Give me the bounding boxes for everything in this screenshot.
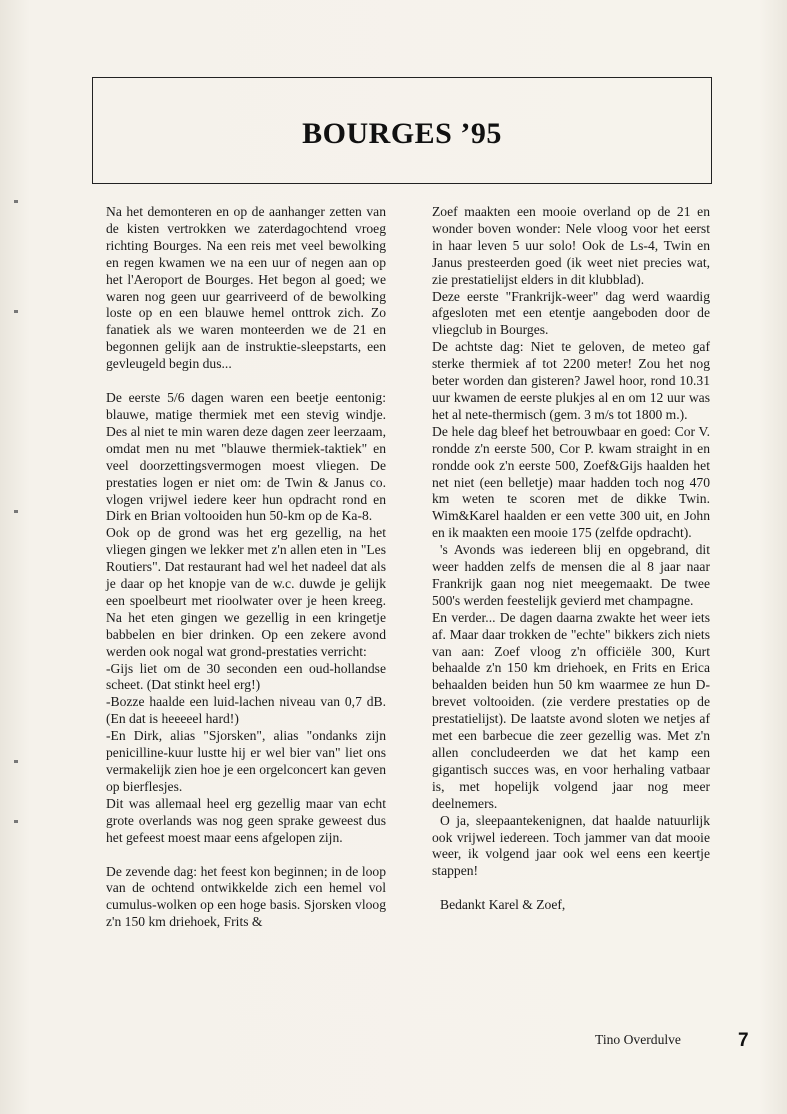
thanks-line: Bedankt Karel & Zoef, bbox=[440, 897, 566, 913]
paragraph-whole-day: De hele dag bleef het betrouwbaar en goed: Cor V. rondde z'n eerste 500, Cor P. kwam straight in en rondde ook z'n eerste 500, Zoef&Gijs haalden het net niet (een belletje) maar hadden toch nog 470 km weten te scoren met de dikke Twin. Wim&Karel haalden er een vette 300 uit, en John en ik maakten een mooie 175 (zelfde opdracht). bbox=[432, 423, 710, 541]
page-number: 7 bbox=[738, 1030, 749, 1051]
paragraph-party-over: Dit was allemaal heel erg gezellig maar van echt grote overlands was nog geen sprake geweest dus het gefeest moest maar eens afgelopen zijn. bbox=[106, 795, 386, 845]
paragraph-ground-life: Ook op de grond was het erg gezellig, na het vliegen gingen we lekker met z'n allen eten in "Les Routiers". Dat restaurant had wel het nadeel dat als je daar op het knopje van de w.c. duwde je gelijk een spoelbeurt met rioolwater over je heen kreeg. Na het eten gingen we gezellig in een kringetje babbelen en bier drinken. Op een zekere avond werden ook nogal wat grond-prestaties verricht: bbox=[106, 525, 386, 659]
paragraph-seventh-day-cont: Zoef maakten een mooie overland op de 21 en wonder boven wonder: Nele vloog voor het eerst in haar leven 5 uur solo! Ook de Ls-4, Twin en Janus presteerden goed (ik weet niet precies wat, zie prestatielijst elders in dit klubblad). bbox=[432, 204, 710, 287]
paragraph-first-days: De eerste 5/6 dagen waren een beetje eentonig: blauwe, matige thermiek met een stevig windje. Des al niet te min waren deze dagen zeer leerzaam, omdat men nu met "blauwe thermiek-taktiek" en veel doorzettingsvermogen moest vliegen. De prestaties logen er niet om: de Twin & Janus co. vlogen vrijwel iedere keer hun opdracht rond en Dirk en Brian voltooiden hun 50-km op de Ka-8. bbox=[106, 390, 386, 524]
article-title: BOURGES ’95 bbox=[302, 116, 502, 150]
paragraph-intro: Na het demonteren en op de aanhanger zetten van de kisten vertrokken we zaterdagochtend vroeg richting Bourges. Na een reis met veel bewolking en regen kwamen we na een uur of negen aan op het l'Aeroport de Bourges. Het begon al goed; we waren nog geen uur gearriveerd of de bewolking loste op en een blauwe hemel onttrok zich. Zo fanatiek als we waren monteerden we de 21 en begonnen gelijk aan de instruktie-sleepstarts, een gevleugeld begin dus... bbox=[106, 204, 386, 372]
paragraph-eighth-day: De achtste dag: Niet te geloven, de meteo gaf sterke thermiek af tot 2200 meter! Zou het nog beter worden dan gisteren? Jawel hoor, rond 10.31 uur kwamen de eerste plukjes al en om 12 uur was het al nete-thermisch (gem. 3 m/s tot 1800 m.). bbox=[432, 339, 710, 422]
right-column bbox=[432, 204, 710, 914]
paragraph-further: En verder... De dagen daarna zwakte het weer iets af. Maar daar trokken de "echte" bikkers zich niets van aan: Zoef vloog z'n officiële 300, Kurt behaalde z'n 150 km driehoek, en Frits en Erica behaalden beiden hun 50 km waarmee ze hun D-brevet voltooiden. (zie verdere prestaties op de prestatielijst). De laatste avond sloten we netjes af met een barbecue die zeer gezellig was. Met z'n allen concludeerden we dat het kamp een gigantisch succes was, en voor herhaling vatbaar is, met hopelijk volgend jaar nog meer deelnemers. bbox=[432, 609, 710, 811]
paragraph-tow-notes: O ja, sleepaantekenignen, dat haalde natuurlijk ook vrijwel iedereen. Toch jammer van dat mooie weer, ik volgend jaar ook wel eens een keertje stappen! bbox=[432, 812, 710, 879]
paragraph-seventh-day: De zevende dag: het feest kon beginnen; in de loop van de ochtend ontwikkelde zich een hemel vol cumulus-wolken op een hoge basis. Sjorsken vloog z'n 150 km driehoek, Frits & bbox=[106, 863, 386, 930]
left-column bbox=[106, 204, 386, 931]
title-box bbox=[92, 77, 712, 184]
paragraph-evening: 's Avonds was iedereen blij en opgebrand, dit weer hadden zelfs de mensen die al 8 jaar naar Frankrijk gaan nog niet meegemaakt. De twee 500's werden feestelijk gevierd met champagne. bbox=[432, 542, 710, 608]
binding-marks bbox=[14, 200, 20, 880]
list-item-bozze: -Bozze haalde een luid-lachen niveau van 0,7 dB. (En dat is heeeeel hard!) bbox=[106, 694, 386, 727]
author-signature: Tino Overdulve bbox=[595, 1032, 681, 1047]
list-item-dirk: -En Dirk, alias "Sjorsken", alias "ondanks zijn penicilline-kuur lustte hij er wel bier van" liet ons vermakelijk zien hoe je een orgelconcert kan geven op bierflesjes. bbox=[106, 728, 386, 794]
list-item-gijs: -Gijs liet om de 30 seconden een oud-hollandse scheet. (Dat stinkt heel erg!) bbox=[106, 660, 386, 693]
paragraph-dinner: Deze eerste "Frankrijk-weer" dag werd waardig afgesloten met een etentje aangeboden door de vliegclub in Bourges. bbox=[432, 288, 710, 338]
